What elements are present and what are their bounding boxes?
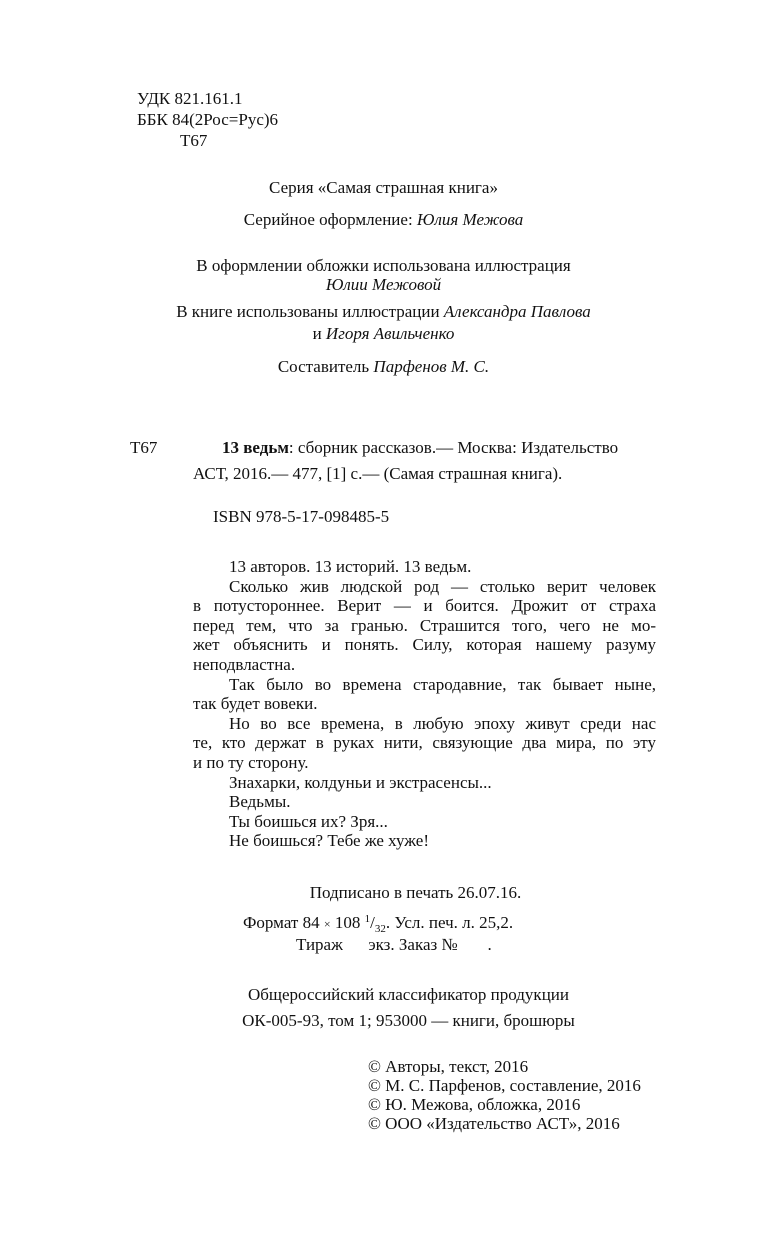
times-sign: ×: [323, 917, 331, 931]
bibliographic-line-1: [222, 438, 618, 458]
isbn: ISBN 978-5-17-098485-5: [213, 507, 390, 526]
okp-line-2: ОК-005-93, том 1; 953000 — книги, брошюры: [242, 1011, 575, 1030]
format-numerator: 1: [364, 913, 371, 925]
format-denominator: 32: [374, 923, 386, 935]
cover-illustration-label: В оформлении обложки использована иллюстрация: [196, 256, 571, 275]
illustrations-credit-2: [0, 324, 767, 344]
circulation-order: Тираж экз. Заказ № .: [296, 935, 492, 954]
annotation-p2-l5: неподвластна.: [193, 654, 296, 674]
format-label: Формат 84: [243, 913, 320, 932]
illustrations-and: и: [312, 324, 322, 343]
bbk-code: ББК 84(2Рос=Рус)6: [137, 110, 279, 129]
annotation-line-8: Не боишься? Тебе же хуже!: [229, 831, 429, 851]
annotation-line-6: Ведьмы.: [229, 792, 291, 812]
annotation-line-7: Ты боишься их? Зря...: [229, 811, 388, 831]
series-design-label: Серийное оформление:: [243, 210, 413, 229]
annotation-p3-l2: так будет вовеки.: [193, 694, 318, 714]
illustrator-2: Игоря Авильченко: [325, 324, 455, 343]
annotation-p2-l3: перед тем, что за гранью. Страшится того, чего не мо-: [193, 615, 656, 635]
series-design-name: Юлия Межова: [416, 210, 524, 229]
author-mark: Т67: [130, 438, 158, 457]
illustrations-credit: [0, 302, 767, 322]
udk-code: УДК 821.161.1: [137, 89, 243, 108]
series-title: Серия «Самая страшная книга»: [269, 178, 498, 197]
annotation-p2-l1: Сколько жив людской род — столько верит человек: [229, 576, 656, 596]
annotation-p2-l4: жет объяснить и понять. Силу, которая нашему разуму: [193, 635, 656, 655]
copyright-3: © Ю. Межова, обложка, 2016: [368, 1095, 581, 1114]
annotation-p4-l2: те, кто держат в руках нити, связующие два мира, по эту: [193, 733, 656, 753]
format-rest: . Усл. печ. л. 25,2.: [385, 913, 514, 932]
compiler-label: Составитель: [277, 357, 370, 376]
author-mark-top: Т67: [180, 131, 208, 150]
format-108: 108: [334, 913, 361, 932]
bibliographic-line-2: АСТ, 2016.— 477, [1] с.— (Самая страшная книга).: [193, 464, 563, 483]
annotation: [193, 557, 656, 851]
okp-line-1: Общероссийский классификатор продукции: [248, 985, 569, 1004]
annotation-p3-l1: Так было во времена стародавние, так бывает ныне,: [229, 674, 656, 694]
book-title: 13 ведьм: [222, 438, 289, 457]
annotation-p4-l1: Но во все времена, в любую эпоху живут среди нас: [229, 713, 656, 733]
cover-illustrator: Юлии Межовой: [325, 275, 442, 294]
illustrations-label: В книге использованы иллюстрации: [176, 302, 440, 321]
cover-illustration-name: [0, 275, 767, 295]
illustrator-1: Александра Павлова: [443, 302, 591, 321]
compiler-credit: [0, 357, 767, 377]
annotation-p2-l2: в потустороннее. Верит — и боится. Дрожит от страха: [193, 596, 656, 616]
format-slash: /: [370, 913, 375, 932]
copyright-2: © М. С. Парфенов, составление, 2016: [368, 1076, 641, 1095]
annotation-line-1: 13 авторов. 13 историй. 13 ведьм.: [229, 557, 472, 576]
copyright-4: © ООО «Издательство АСТ», 2016: [368, 1114, 620, 1133]
bibliographic-line-1-rest: : сборник рассказов.— Москва: Издательство: [288, 438, 619, 457]
copyright-1: © Авторы, текст, 2016: [368, 1057, 529, 1076]
series-design: [0, 210, 767, 230]
annotation-line-5: Знахарки, колдуньи и экстрасенсы...: [229, 772, 492, 792]
signed-to-print: Подписано в печать 26.07.16.: [309, 883, 522, 902]
annotation-p4-l3: и по ту сторону.: [193, 752, 309, 772]
compiler-name: Парфенов М. С.: [373, 357, 490, 376]
